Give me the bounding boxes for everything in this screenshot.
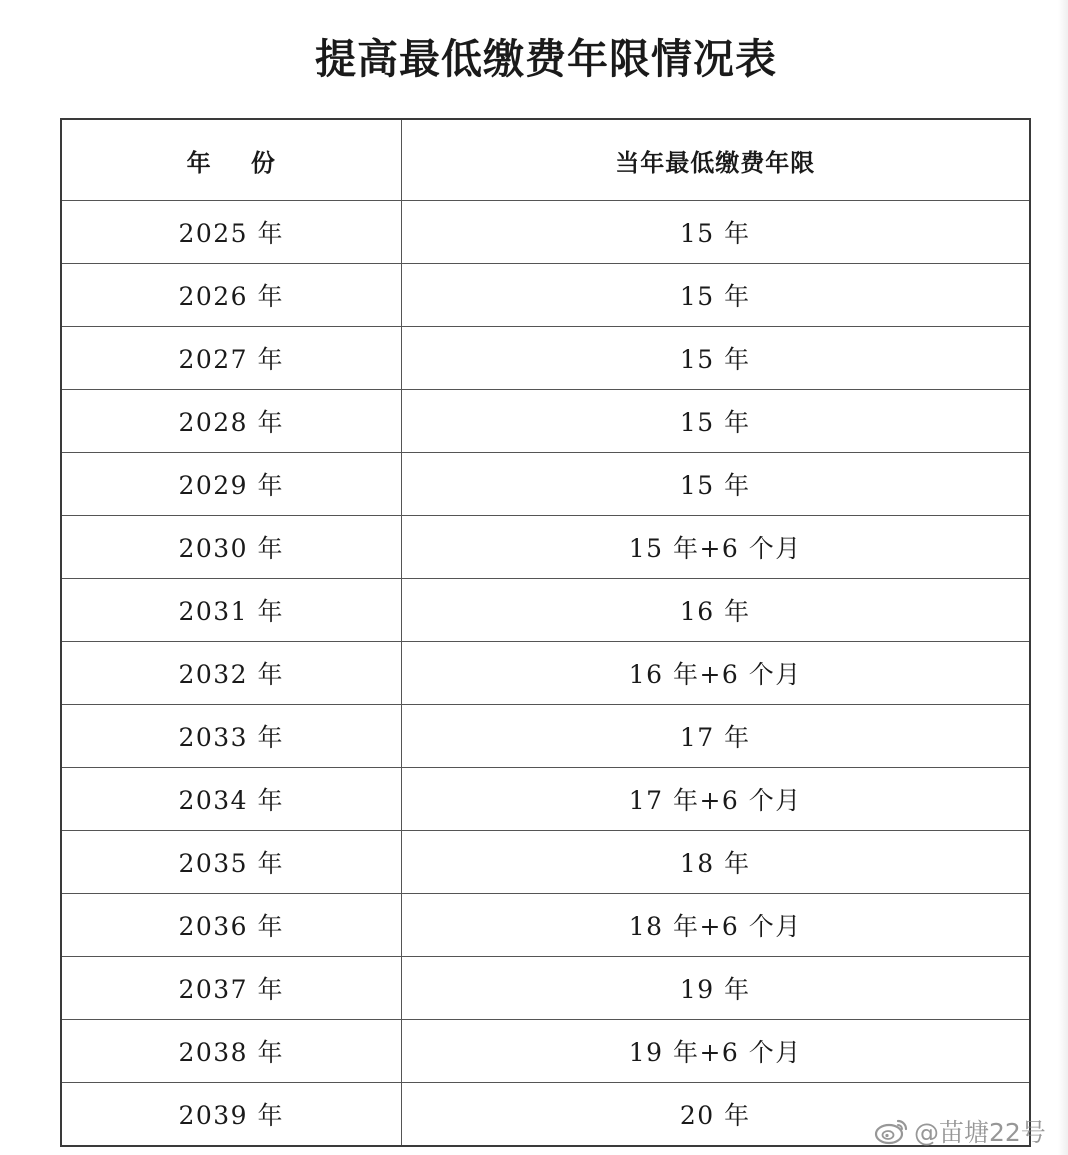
min-years-cell: 15 年 (401, 327, 1030, 390)
year-cell: 2030 年 (61, 516, 401, 579)
year-cell: 2029 年 (61, 453, 401, 516)
table-row (61, 327, 1030, 390)
min-years-cell: 15 年+6 个月 (401, 516, 1030, 579)
table-row (61, 201, 1030, 264)
min-years-cell: 17 年 (401, 705, 1030, 768)
year-cell: 2028 年 (61, 390, 401, 453)
table-row (61, 453, 1030, 516)
table-row (61, 831, 1030, 894)
min-years-cell: 15 年 (401, 264, 1030, 327)
contribution-years-table-container (60, 118, 1029, 1147)
min-years-cell: 16 年+6 个月 (401, 642, 1030, 705)
watermark-text: @苗塘22号 (914, 1118, 1046, 1147)
min-years-cell: 15 年 (401, 453, 1030, 516)
year-cell: 2036 年 (61, 894, 401, 957)
min-years-cell: 15 年 (401, 201, 1030, 264)
year-cell: 2039 年 (61, 1083, 401, 1147)
table-row (61, 768, 1030, 831)
year-cell: 2027 年 (61, 327, 401, 390)
table-row (61, 390, 1030, 453)
table-row (61, 957, 1030, 1020)
table-row (61, 705, 1030, 768)
table-header-row (61, 119, 1030, 201)
watermark (874, 1113, 1046, 1149)
min-years-cell: 20 年 (401, 1083, 1030, 1147)
min-years-cell: 18 年+6 个月 (401, 894, 1030, 957)
min-years-cell: 19 年 (401, 957, 1030, 1020)
page-title: 提高最低缴费年限情况表 (315, 35, 777, 84)
year-cell: 2026 年 (61, 264, 401, 327)
table-row (61, 1020, 1030, 1083)
min-years-cell: 16 年 (401, 579, 1030, 642)
table-row (61, 579, 1030, 642)
year-cell: 2033 年 (61, 705, 401, 768)
min-years-cell: 19 年+6 个月 (401, 1020, 1030, 1083)
year-cell: 2034 年 (61, 768, 401, 831)
year-cell: 2035 年 (61, 831, 401, 894)
year-cell: 2032 年 (61, 642, 401, 705)
year-cell: 2031 年 (61, 579, 401, 642)
header-year: 年 份 (61, 119, 401, 201)
table-row (61, 894, 1030, 957)
min-years-cell: 15 年 (401, 390, 1030, 453)
weibo-icon (874, 1116, 910, 1146)
year-cell: 2025 年 (61, 201, 401, 264)
header-min-years: 当年最低缴费年限 (401, 119, 1030, 201)
year-cell: 2038 年 (61, 1020, 401, 1083)
min-years-cell: 17 年+6 个月 (401, 768, 1030, 831)
table-row (61, 516, 1030, 579)
table-row (61, 264, 1030, 327)
year-cell: 2037 年 (61, 957, 401, 1020)
contribution-years-table (60, 118, 1031, 1147)
min-years-cell: 18 年 (401, 831, 1030, 894)
table-row (61, 642, 1030, 705)
page-edge-shadow (1058, 0, 1068, 1155)
